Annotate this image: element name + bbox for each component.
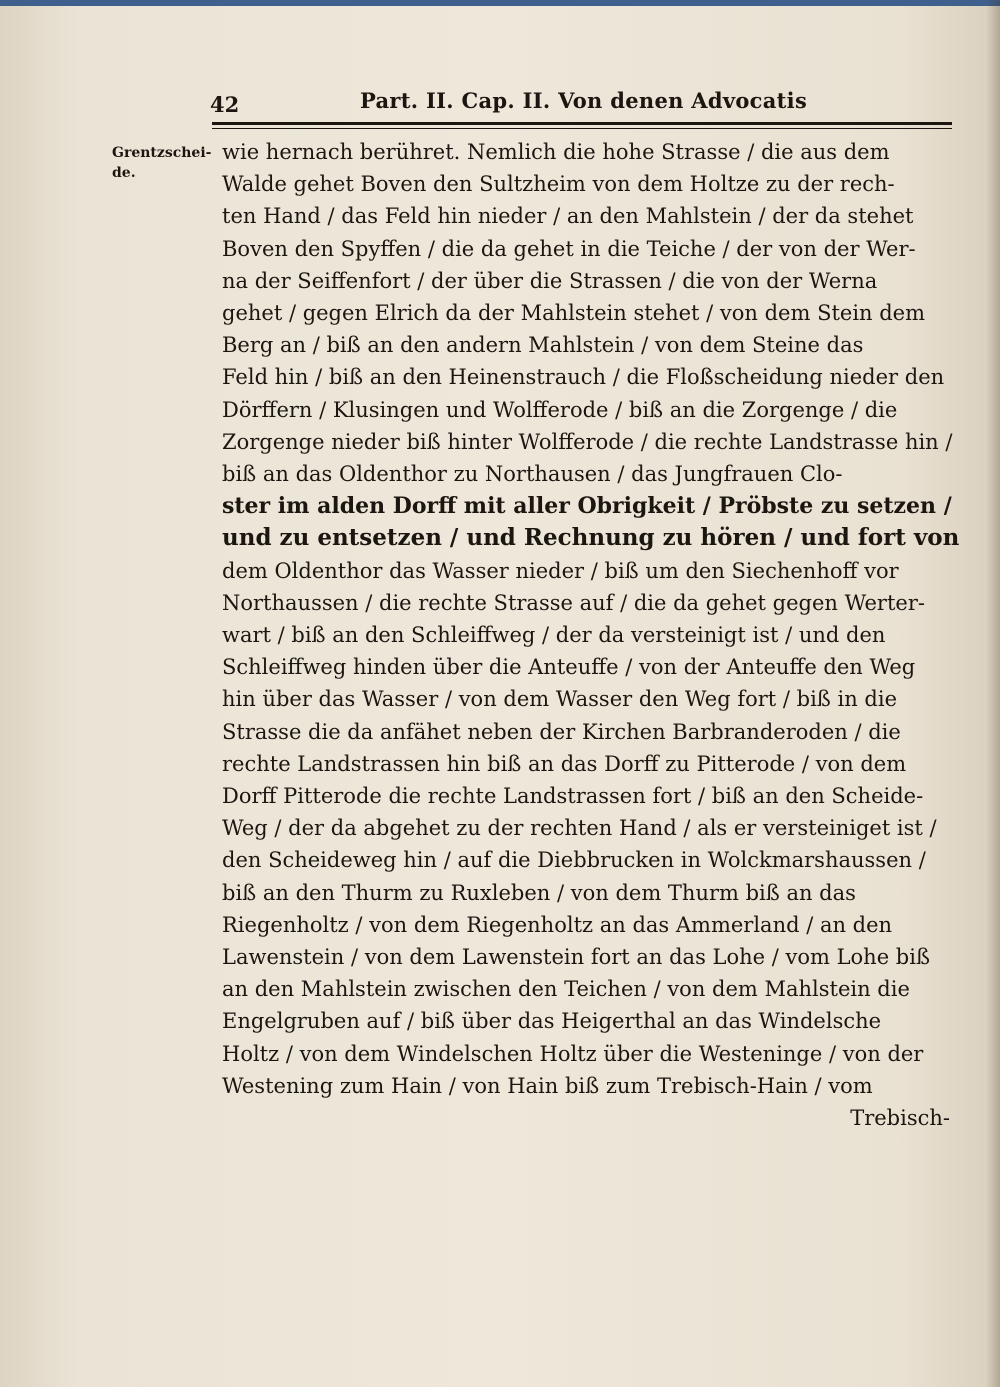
page-gutter-shadow: [986, 0, 1000, 1387]
text-line: Zorgenge nieder biß hinter Wolfferode / die rechte Landstrasse hin /: [222, 429, 953, 454]
text-line: na der Seiffenfort / der über die Strassen / die von der Werna: [222, 268, 878, 293]
marginal-note: [112, 143, 212, 183]
text-line: biß an das Oldenthor zu Northausen / das Jungfrauen Clo-: [222, 462, 843, 487]
text-line-emphasized: und zu entsetzen / und Rechnung zu hören / und fort von: [222, 524, 960, 552]
text-line: rechte Landstrassen hin biß an das Dorff zu Pitterode / von dem: [222, 751, 907, 776]
text-line-emphasized: ster im alden Dorff mit aller Obrigkeit / Pröbste zu setzen /: [222, 493, 952, 520]
body-text: [222, 136, 960, 1134]
text-line: Northaussen / die rechte Strasse auf / die da gehet gegen Werter-: [222, 590, 925, 615]
text-line: Schleiffweg hinden über die Anteuffe / von der Anteuffe den Weg: [222, 655, 916, 680]
text-line: Strasse die da anfähet neben der Kirchen Barbranderoden / die: [222, 719, 901, 744]
text-line: Riegenholtz / von dem Riegenholtz an das Ammerland / an den: [222, 912, 893, 937]
text-line: an den Mahlstein zwischen den Teichen / von dem Mahlstein die: [222, 977, 910, 1002]
text-line: Weg / der da abgehet zu der rechten Hand / als er versteiniget ist /: [222, 816, 937, 841]
text-line: biß an den Thurm zu Ruxleben / von dem Thurm biß an das: [222, 880, 856, 905]
text-line: Engelgruben auf / biß über das Heigerthal an das Windelsche: [222, 1009, 882, 1034]
text-line: Lawenstein / von dem Lawenstein fort an das Lohe / vom Lohe biß: [222, 945, 930, 970]
text-line: Holtz / von dem Windelschen Holtz über die Westeninge / von der: [222, 1041, 924, 1066]
text-line: Boven den Spyffen / die da gehet in die Teiche / der von der Wer-: [222, 236, 916, 261]
header-rule: [212, 122, 952, 125]
text-line: hin über das Wasser / von dem Wasser den Weg fort / biß in die: [222, 687, 898, 712]
text-line: Berg an / biß an den andern Mahlstein / von dem Steine das: [222, 333, 864, 358]
text-line: Westening zum Hain / von Hain biß zum Trebisch-Hain / vom: [222, 1073, 873, 1098]
text-line: den Scheideweg hin / auf die Diebbrucken in Wolckmarshaussen /: [222, 848, 926, 873]
text-line: gehet / gegen Elrich da der Mahlstein stehet / von dem Stein dem: [222, 301, 926, 326]
text-line: ten Hand / das Feld hin nieder / an den Mahlstein / der da stehet: [222, 204, 914, 229]
text-line: Walde gehet Boven den Sultzheim von dem Holtze zu der rech-: [222, 172, 895, 197]
text-line: Dörffern / Klusingen und Wolfferode / biß an die Zorgenge / die: [222, 397, 898, 422]
text-line: wart / biß an den Schleiffweg / der da versteinigt ist / und den: [222, 623, 886, 648]
text-line: Feld hin / biß an den Heinenstrauch / die Floßscheidung nieder den: [222, 365, 945, 390]
text-line: Dorff Pitterode die rechte Landstrassen fort / biß an den Scheide-: [222, 784, 924, 809]
running-head: Part. II. Cap. II. Von denen Advocatis: [360, 88, 808, 113]
page-header: [210, 88, 960, 118]
page-number: 42: [210, 92, 240, 117]
header-rule-thin: [212, 128, 952, 129]
marginal-line: de.: [112, 165, 136, 181]
marginal-line: Grentzschei-: [112, 145, 212, 161]
text-line: wie hernach berühret. Nemlich die hohe Strasse / die aus dem: [222, 140, 890, 164]
catchword: Trebisch-: [850, 1106, 950, 1131]
top-edge-band: [0, 0, 1000, 6]
text-line: dem Oldenthor das Wasser nieder / biß um den Siechenhoff vor: [222, 558, 899, 583]
